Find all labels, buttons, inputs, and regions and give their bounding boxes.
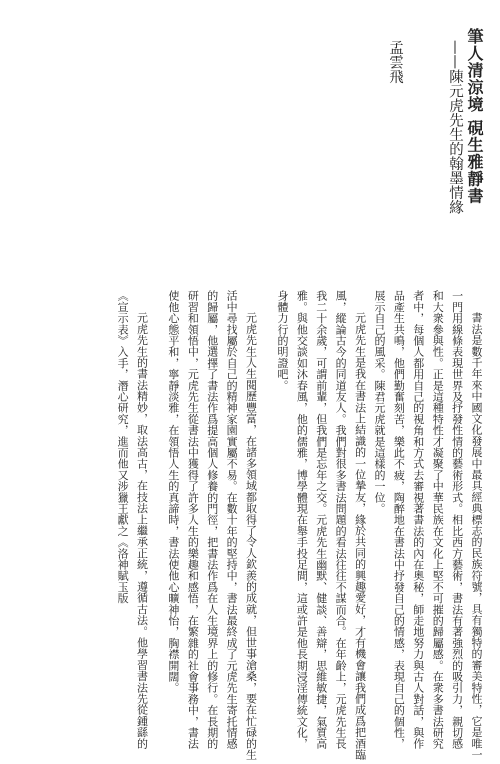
article-body	[26, 290, 486, 760]
paragraph-4: 元虎先生的書法精妙，取法高古，在技法上繼承正統，遵循古法。他學習書法先從鍾繇的《宣示表》入手，潛心研究，進而他又涉獵王獻之《洛神賦玉版	[116, 290, 149, 749]
article-title: 筆人清涼境 硯生雅靜書	[465, 28, 484, 205]
paragraph-1: 書法是數千年來中國文化發展中最具經典標志的民族符號，具有獨特的審美特性，它是唯一一門用線條表現世界及抒發性情的藝術形式。相比西方藝術，書法有著強烈的吸引力，親切感和大衆參與性。正是這種特性才凝聚了中華民族在文化上堅不可摧的歸屬感。在衆多書法研究者中，每個人都用自己的視角和方式去審視著書法的內在奧秘，師走地努力與古人對話，與作品產生共鳴，他們勤奮刻苦，樂此不疲，陶醉地在書法中抒發自己的情感，表現自己的個性，展示自己的風采。陳君元虎就是這樣的一位。	[372, 290, 483, 760]
paragraph-3: 元虎先生人生閱歷豐富，在諸多領域都取得了令人欽羨的成就，但世事滄桑，要在忙碌的生活中尋找屬於自己的精神家園實屬不易。在數十年的堅持中，書法最終成了元虎先生寄托情感的歸屬，他選擇了書法作爲提高個人修養的門徑，把書法作爲在人生境界上的修行。在長期的研習和領悟中，元虎先生從書法中獲得了許多人生的樂趣和感悟，在繁雜的社會事務中，書法使他心態平和，寧靜淡雅，在領悟人生的真諦時，書法使他心曠神怡，胸襟開闊。	[166, 290, 258, 760]
author-name: 孟雲飛	[387, 40, 403, 84]
article-subtitle: ——陳元虎先生的翰墨情緣	[447, 40, 463, 214]
paragraph-2: 元虎先生是我在書法上結識的一位摯友，緣於共同的興趣愛好，才有機會讓我們成爲把酒臨風，縱論古今的同道友人。我們對很多書法問題的看法往往不謀而合。在年齡上，元虎先生長我二十余歲，可謂前輩，但我們是忘年之交。元虎先生幽默、健談、善辯，思維敏捷，氣質高雅。與他交談如沐春風，他的儒雅，博學體現在舉手投足間，這或許是他長期浸淫傳統文化，身體力行的明證吧。	[275, 290, 367, 760]
